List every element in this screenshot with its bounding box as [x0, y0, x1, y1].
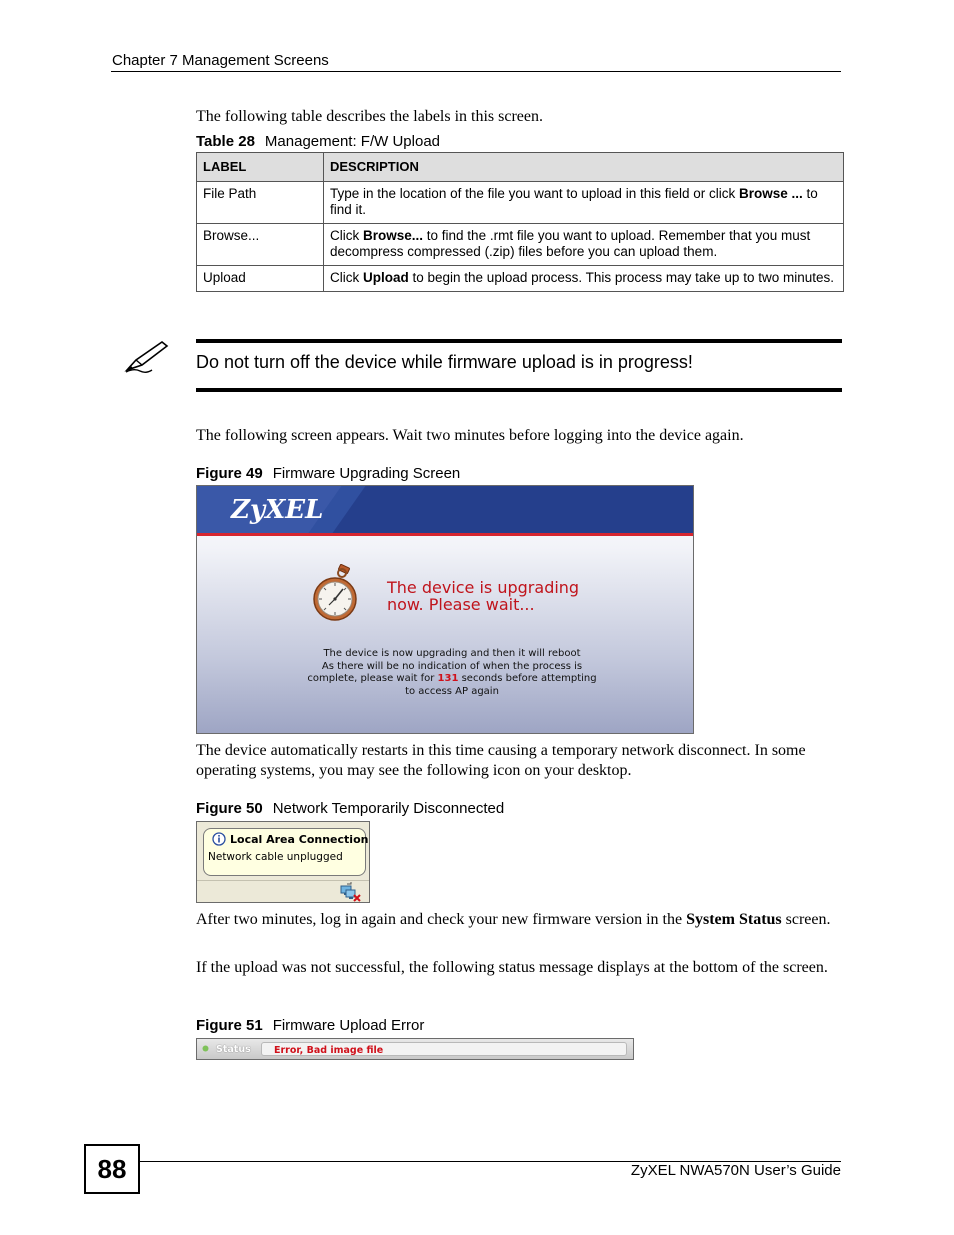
fail-paragraph: If the upload was not successful, the following status message displays at the bottom of the screen. — [196, 959, 828, 976]
figure51-caption-title: Firmware Upload Error — [272, 1017, 425, 1034]
countdown-seconds: 131 — [437, 673, 459, 684]
message-line: to access AP again — [405, 685, 499, 697]
status-error-message: Error, Bad image file — [274, 1045, 384, 1056]
desc-bold: Browse ... — [738, 186, 803, 201]
firmware-upgrading-screen — [196, 485, 694, 734]
after-paragraph — [196, 910, 842, 930]
figure49-caption-title: Firmware Upgrading Screen — [272, 465, 461, 482]
desc-text: Type in the location of the file you want to upload in this field or click — [330, 186, 739, 201]
message-line: The device is now upgrading and then it will reboot — [323, 648, 581, 659]
upgrading-title — [387, 579, 579, 613]
note-rule-bottom — [196, 388, 842, 392]
after-text: After two minutes, log in again and check your new firmware version in the — [196, 911, 687, 928]
table-header-row — [197, 153, 844, 182]
table-row — [197, 266, 844, 292]
header-rule — [111, 71, 841, 72]
desc-bold: Browse... — [363, 228, 424, 243]
figure51-caption-label: Figure 51 — [196, 1017, 263, 1034]
table-caption — [196, 133, 440, 150]
table-cell-label: File Path — [197, 182, 324, 224]
message-text: complete, please wait for — [307, 673, 438, 684]
pen-note-icon — [124, 336, 172, 376]
taskbar-edge — [197, 880, 370, 881]
desc-text: Click — [330, 270, 363, 285]
network-disconnected-balloon — [196, 821, 370, 903]
info-icon — [212, 832, 226, 846]
system-status-term: System Status — [686, 911, 782, 928]
guide-title: ZyXEL NWA570N User’s Guide — [630, 1162, 841, 1179]
screen-paragraph: The following screen appears. Wait two minutes before logging into the device again. — [196, 427, 744, 444]
table-row — [197, 182, 844, 224]
message-line: As there will be no indication of when the process is — [321, 660, 583, 672]
desc-text: to begin the upload process. This process may take up to two minutes. — [408, 270, 834, 285]
table-cell-label: Upload — [197, 266, 324, 292]
note-text: Do not turn off the device while firmware upload is in progress! — [196, 352, 693, 372]
figure50-caption-title: Network Temporarily Disconnected — [272, 800, 505, 817]
chapter-header: Chapter 7 Management Screens — [112, 52, 329, 69]
header-red-rule — [197, 533, 694, 536]
table-cell-description — [324, 224, 844, 266]
zyxel-logo: ZyXEL — [231, 495, 324, 525]
balloon-text: Network cable unplugged — [208, 851, 343, 863]
zyxel-header-band — [197, 486, 694, 533]
table-caption-label: Table 28 — [196, 133, 255, 150]
table-row — [197, 224, 844, 266]
desc-text: to find the .rmt file you want to upload. Remember that you must decompress compressed (.zip) files before you can upload them. — [330, 228, 811, 259]
note-rule-top — [196, 339, 842, 343]
figure50-caption-label: Figure 50 — [196, 800, 263, 817]
network-disconnected-icon[interactable] — [337, 882, 363, 902]
figure51-caption — [196, 1017, 424, 1034]
status-dot-icon — [202, 1045, 209, 1052]
figure49-caption-label: Figure 49 — [196, 465, 263, 482]
stopwatch-icon — [309, 564, 363, 624]
upgrading-message — [287, 648, 617, 698]
labels-table — [196, 152, 844, 292]
upgrading-title-line2: now. Please wait... — [387, 595, 535, 614]
table-header-label: LABEL — [197, 153, 324, 182]
desc-text: Click — [330, 228, 363, 243]
status-label: Status — [216, 1044, 251, 1055]
message-text: seconds before attempting — [458, 673, 597, 684]
figure50-caption — [196, 800, 504, 817]
balloon-title: Local Area Connection — [230, 833, 369, 846]
restart-paragraph: The device automatically restarts in this time causing a temporary network disconnect. In some operating systems, you may see the following icon on your desktop. — [196, 742, 806, 779]
message-line — [287, 673, 617, 686]
table-cell-label: Browse... — [197, 224, 324, 266]
page-number: 88 — [84, 1144, 140, 1194]
after-text: screen. — [781, 911, 831, 928]
table-cell-description — [324, 266, 844, 292]
figure49-caption — [196, 465, 460, 482]
intro-paragraph: The following table describes the labels in this screen. — [196, 108, 544, 125]
table-header-description: DESCRIPTION — [324, 153, 844, 182]
desc-bold: Upload — [363, 270, 409, 285]
table-caption-title: Management: F/W Upload — [264, 133, 440, 150]
firmware-upload-error-bar — [196, 1038, 634, 1060]
upgrading-title-line1: The device is upgrading — [387, 578, 580, 597]
desc-text: to find it. — [330, 186, 818, 217]
table-cell-description — [324, 182, 844, 224]
